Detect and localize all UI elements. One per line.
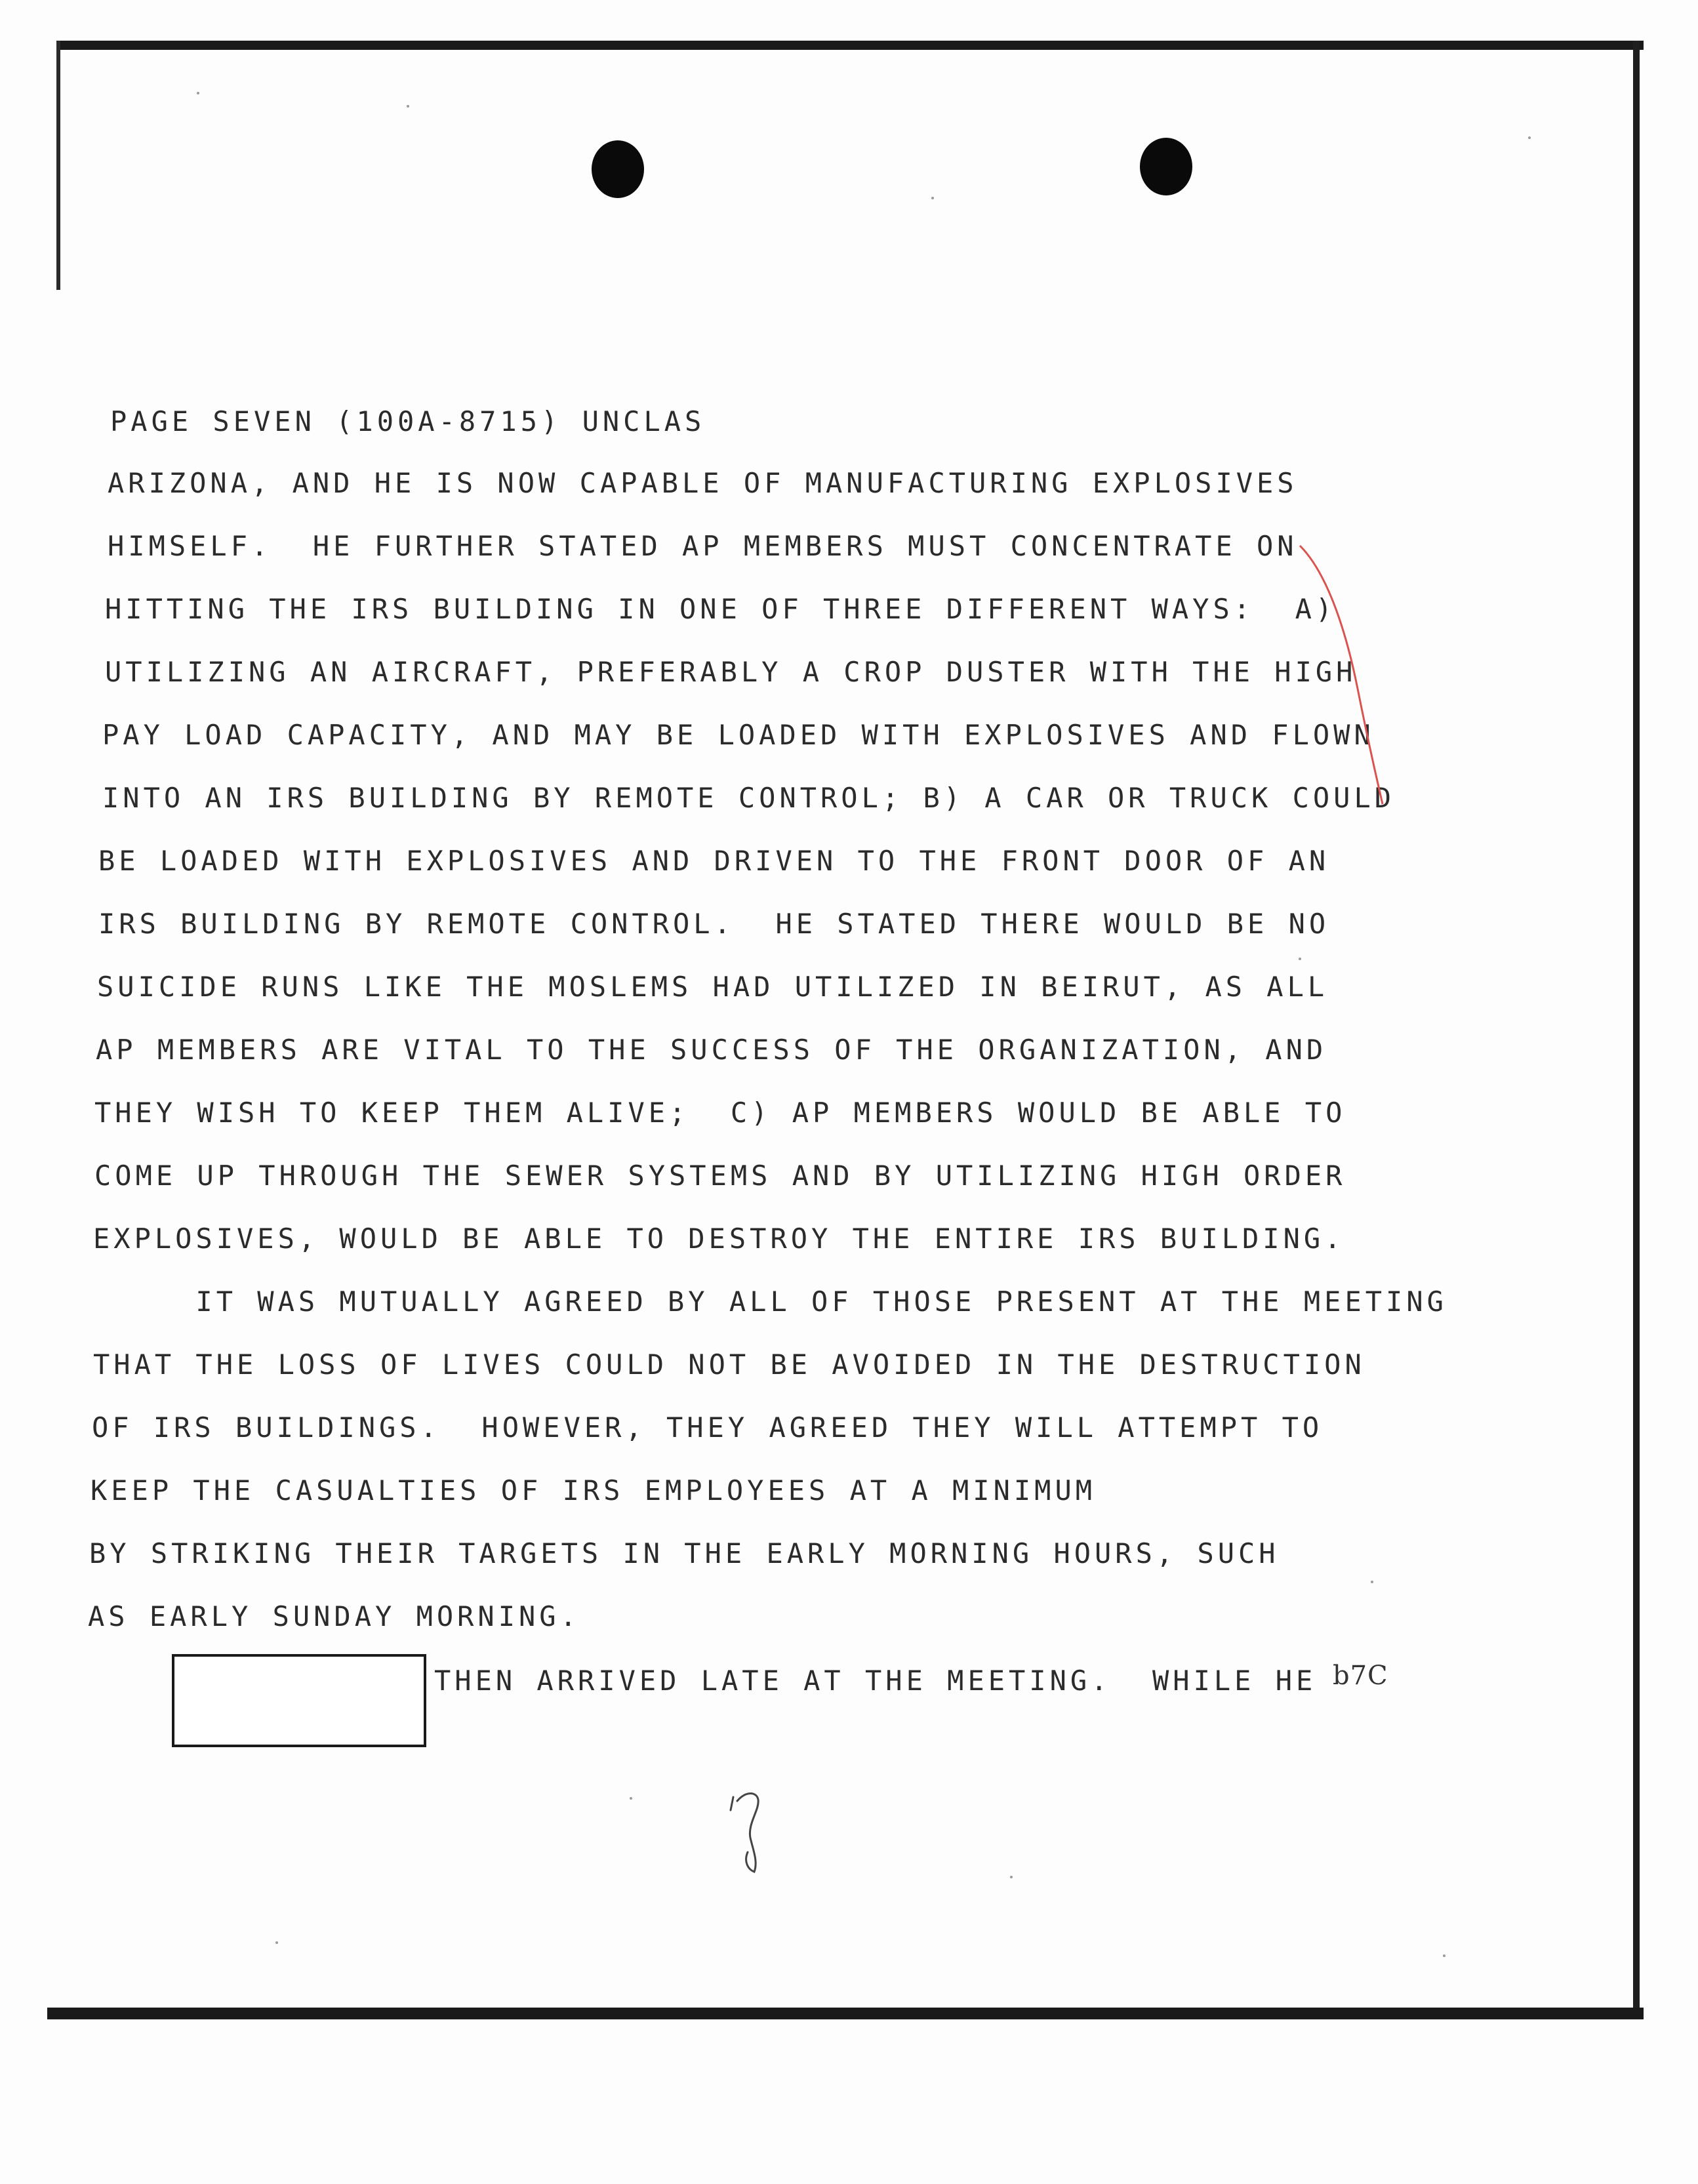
scan-speck — [275, 1941, 278, 1944]
exemption-code: b7C — [1333, 1661, 1388, 1691]
page-header-line: PAGE SEVEN (100A-8715) UNCLAS — [110, 405, 706, 437]
body-line: COME UP THROUGH THE SEWER SYSTEMS AND BY UTILIZING HIGH ORDER — [94, 1160, 1346, 1192]
body-line: THAT THE LOSS OF LIVES COULD NOT BE AVOIDED IN THE DESTRUCTION — [93, 1348, 1365, 1381]
body-line: HITTING THE IRS BUILDING IN ONE OF THREE DIFFERENT WAYS: A) — [105, 593, 1337, 625]
body-line: UTILIZING AN AIRCRAFT, PREFERABLY A CROP DUSTER WITH THE HIGH — [105, 656, 1357, 688]
redaction-box — [172, 1654, 426, 1747]
red-margin-mark — [1299, 544, 1404, 807]
body-line: PAY LOAD CAPACITY, AND MAY BE LOADED WITH EXPLOSIVES AND FLOWN — [102, 719, 1375, 751]
left-edge-mark — [56, 41, 60, 290]
body-line: IRS BUILDING BY REMOTE CONTROL. HE STATED THERE WOULD BE NO — [98, 908, 1330, 940]
body-line: ARIZONA, AND HE IS NOW CAPABLE OF MANUFACTURING EXPLOSIVES — [108, 467, 1298, 499]
scan-speck — [1010, 1876, 1013, 1878]
body-line: BY STRIKING THEIR TARGETS IN THE EARLY MORNING HOURS, SUCH — [89, 1537, 1280, 1569]
handwritten-page-number — [724, 1784, 777, 1876]
body-line: IT WAS MUTUALLY AGREED BY ALL OF THOSE PRESENT AT THE MEETING — [93, 1285, 1447, 1318]
scan-speck — [1528, 136, 1531, 139]
punch-hole-right — [1140, 138, 1192, 195]
body-line: HIMSELF. HE FURTHER STATED AP MEMBERS MUST CONCENTRATE ON — [108, 530, 1298, 562]
body-line: OF IRS BUILDINGS. HOWEVER, THEY AGREED THEY WILL ATTEMPT TO — [92, 1411, 1324, 1444]
body-line: SUICIDE RUNS LIKE THE MOSLEMS HAD UTILIZED IN BEIRUT, AS ALL — [97, 971, 1329, 1003]
body-line: AS EARLY SUNDAY MORNING. — [88, 1600, 580, 1632]
body-line: AP MEMBERS ARE VITAL TO THE SUCCESS OF THE ORGANIZATION, AND — [96, 1034, 1327, 1066]
scan-speck — [1299, 958, 1301, 960]
scan-speck — [197, 92, 199, 94]
scan-speck — [630, 1797, 632, 1800]
scan-speck — [407, 105, 409, 108]
body-line-after-redaction: THEN ARRIVED LATE AT THE MEETING. WHILE HE — [434, 1665, 1317, 1697]
scan-speck — [1443, 1954, 1445, 1957]
bottom-border-rule — [47, 2008, 1644, 2019]
right-border-rule — [1633, 41, 1640, 2015]
top-border-rule — [56, 41, 1644, 50]
scan-speck — [1371, 1581, 1373, 1583]
body-line: EXPLOSIVES, WOULD BE ABLE TO DESTROY THE ENTIRE IRS BUILDING. — [93, 1223, 1345, 1255]
body-line: INTO AN IRS BUILDING BY REMOTE CONTROL; B) A CAR OR TRUCK COULD — [102, 782, 1396, 814]
body-line: KEEP THE CASUALTIES OF IRS EMPLOYEES AT A MINIMUM — [91, 1474, 1097, 1507]
scan-speck — [931, 197, 934, 199]
punch-hole-left — [592, 140, 644, 198]
body-line: THEY WISH TO KEEP THEM ALIVE; C) AP MEMBERS WOULD BE ABLE TO — [94, 1097, 1346, 1129]
body-line: BE LOADED WITH EXPLOSIVES AND DRIVEN TO THE FRONT DOOR OF AN — [98, 845, 1330, 877]
